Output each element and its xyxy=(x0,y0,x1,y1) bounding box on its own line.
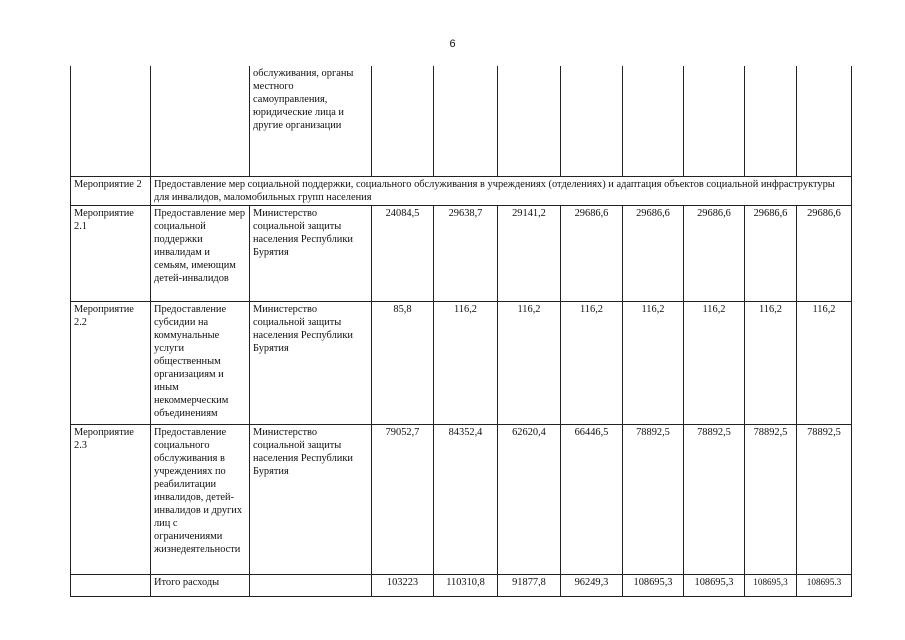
continued-row xyxy=(71,66,852,176)
row-code: Мероприятие 2.3 xyxy=(71,424,151,574)
row-value: 116,2 xyxy=(434,301,498,424)
row-code: Мероприятие 2.2 xyxy=(71,301,151,424)
row-value: 29686,6 xyxy=(561,205,623,301)
value-cell xyxy=(684,66,745,176)
row-value: 29686,6 xyxy=(745,205,797,301)
total-value: 91877,8 xyxy=(498,574,561,596)
total-value: 103223 xyxy=(372,574,434,596)
value-cell xyxy=(561,66,623,176)
row-value: 116,2 xyxy=(561,301,623,424)
total-row xyxy=(71,574,852,596)
value-cell xyxy=(372,66,434,176)
row-value: 29686,6 xyxy=(797,205,852,301)
row-value: 24084,5 xyxy=(372,205,434,301)
total-value: 108695,3 xyxy=(745,574,797,596)
row-name: Предоставление субсидии на коммунальные услуги общественным организациям и иным некоммерческим объединениям xyxy=(151,301,250,424)
page-number: 6 xyxy=(449,38,456,50)
value-cell xyxy=(498,66,561,176)
group-row xyxy=(71,176,852,205)
row-name: Предоставление мер социальной поддержки инвалидам и семьям, имеющим детей-инвалидов xyxy=(151,205,250,301)
group-title: Предоставление мер социальной поддержки, социального обслуживания в учреждениях (отделениях) и адаптация объектов социальной инфраструктуры для инвалидов, маломобильных групп населения xyxy=(151,176,852,205)
row-code: Мероприятие 2.1 xyxy=(71,205,151,301)
code-cell xyxy=(71,66,151,176)
total-value: 108695,3 xyxy=(623,574,684,596)
row-value: 78892,5 xyxy=(623,424,684,574)
value-cell xyxy=(797,66,852,176)
row-value: 29686,6 xyxy=(623,205,684,301)
row-value: 79052,7 xyxy=(372,424,434,574)
row-executor: Министерство социальной защиты населения Республики Бурятия xyxy=(250,424,372,574)
total-value: 108695,3 xyxy=(684,574,745,596)
row-value: 62620,4 xyxy=(498,424,561,574)
row-value: 116,2 xyxy=(745,301,797,424)
table-row xyxy=(71,424,852,574)
row-value: 116,2 xyxy=(623,301,684,424)
table-row xyxy=(71,205,852,301)
row-value: 84352,4 xyxy=(434,424,498,574)
executor-cell: обслуживания, органы местного самоуправления, юридические лица и другие организации xyxy=(250,66,372,176)
total-value: 108695.3 xyxy=(797,574,852,596)
row-value: 116,2 xyxy=(498,301,561,424)
row-value: 66446,5 xyxy=(561,424,623,574)
row-name: Предоставление социального обслуживания в учреждениях по реабилитации инвалидов, детей-инвалидов и других лиц с ограничениями жизнедеятельности xyxy=(151,424,250,574)
row-value: 85,8 xyxy=(372,301,434,424)
row-executor: Министерство социальной защиты населения Республики Бурятия xyxy=(250,205,372,301)
row-value: 78892,5 xyxy=(684,424,745,574)
group-code: Мероприятие 2 xyxy=(71,176,151,205)
row-value: 116,2 xyxy=(797,301,852,424)
value-cell xyxy=(745,66,797,176)
total-value: 110310,8 xyxy=(434,574,498,596)
row-value: 29686,6 xyxy=(684,205,745,301)
table-row xyxy=(71,301,852,424)
row-value: 78892,5 xyxy=(745,424,797,574)
row-value: 116,2 xyxy=(684,301,745,424)
value-cell xyxy=(434,66,498,176)
total-value: 96249,3 xyxy=(561,574,623,596)
row-value: 29638,7 xyxy=(434,205,498,301)
total-label: Итого расходы xyxy=(151,574,250,596)
row-value: 78892,5 xyxy=(797,424,852,574)
total-executor-cell xyxy=(250,574,372,596)
name-cell xyxy=(151,66,250,176)
value-cell xyxy=(623,66,684,176)
row-executor: Министерство социальной защиты населения Республики Бурятия xyxy=(250,301,372,424)
row-value: 29141,2 xyxy=(498,205,561,301)
total-code-cell xyxy=(71,574,151,596)
budget-table xyxy=(70,66,852,597)
